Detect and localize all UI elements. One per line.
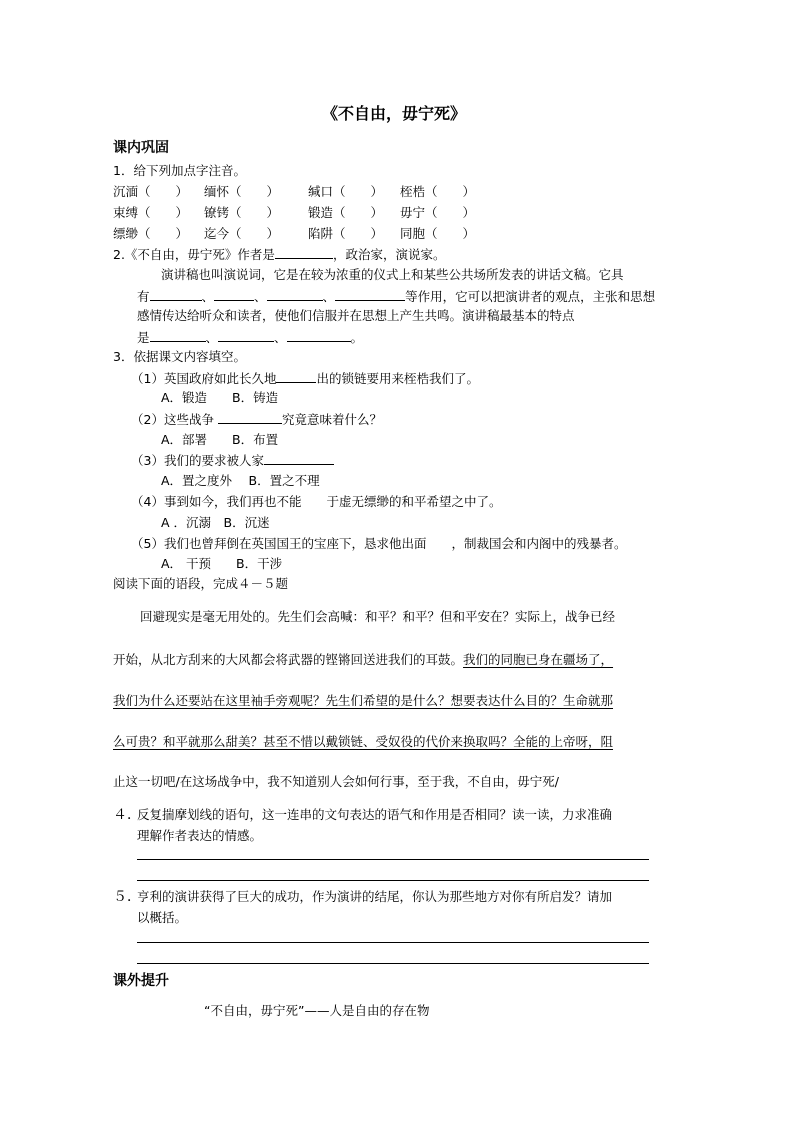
q2-blank[interactable] — [335, 288, 405, 301]
q1-word: 桎梏（ ） — [400, 184, 476, 199]
q1-stem: 1．给下列加点字注音。 — [113, 163, 246, 178]
q2-sep: 、 — [322, 289, 336, 304]
q2-line-3 — [137, 288, 655, 305]
q3-item-5-options: A． 干预 B．干涉 — [161, 556, 283, 571]
q3-blank[interactable] — [264, 452, 334, 465]
section-heading-in-class: 课内巩固 — [113, 140, 169, 156]
q2-author-blank[interactable] — [275, 246, 333, 259]
q3-item-2 — [131, 411, 382, 428]
q2-text: 有 — [137, 289, 150, 304]
q2-blank[interactable] — [150, 329, 206, 342]
q3-item-3 — [131, 452, 334, 469]
q4-line-1: 反复揣摩划线的语句，这一连串的文句表达的语气和作用是否相同？读一读，力求准确 — [137, 807, 613, 822]
q1-word: 缄口（ ） — [308, 184, 384, 199]
q5-line-2: 以概括。 — [137, 910, 188, 925]
passage-line-3: 我们为什么还要站在这里袖手旁观呢？先生们希望的是什么？想要表达什么目的？生命就那 — [113, 693, 614, 708]
q3-item-4: （4）事到如今，我们再也不能 于虚无缥缈的和平希望之中了。 — [131, 494, 502, 509]
q3-item-4-options: A ．沉溺 B．沉迷 — [161, 515, 270, 530]
q2-blank[interactable] — [150, 288, 202, 301]
q5-answer-line[interactable] — [137, 942, 649, 943]
q3-item-5: （5）我们也曾拜倒在英国国王的宝座下，恳求他出面 ，制裁国会和内阁中的残暴者。 — [131, 536, 627, 551]
passage-text: 开始，从北方刮来的大风都会将武器的铿锵回送进我们的耳鼓。 — [113, 652, 464, 667]
section-heading-extracurricular: 课外提升 — [113, 973, 169, 989]
q4-answer-line[interactable] — [137, 880, 649, 881]
q2-author-prompt: 2.《不自由，毋宁死》作者是 — [113, 247, 275, 262]
q4-answer-line[interactable] — [137, 859, 649, 860]
page-title: 《不自由，毋宁死》 — [322, 104, 467, 123]
q2-text: 等作用，它可以把演讲者的观点，主张和思想 — [405, 289, 656, 304]
q2-line-4: 感情传达给听众和读者，使他们信服并在思想上产生共鸣。演讲稿最基本的特点 — [137, 308, 575, 323]
q2-line-1 — [113, 246, 445, 263]
q2-sep: 、 — [201, 289, 215, 304]
q2-blank[interactable] — [214, 288, 254, 301]
q2-text: 。 — [350, 330, 364, 345]
q3-stem: 3．依据课文内容填空。 — [113, 349, 246, 364]
q2-author-suffix: ，政治家，演说家。 — [332, 247, 446, 262]
q4-line-2: 理解作者表达的情感。 — [137, 828, 263, 843]
q2-sep: 、 — [205, 330, 219, 345]
q3-item-text: （1）英国政府如此长久地 — [131, 371, 277, 386]
underlined-sentence: 我们的同胞已身在疆场了， — [463, 652, 614, 667]
q1-word: 镣铐（ ） — [204, 205, 280, 220]
q5-answer-line[interactable] — [137, 963, 649, 964]
q1-word: 陷阱（ ） — [308, 226, 384, 241]
q3-item-text: 出的锁链要用来桎梏我们了。 — [316, 371, 479, 386]
q1-word: 缥缈（ ） — [113, 226, 189, 241]
q2-blank[interactable] — [218, 329, 274, 342]
q1-word: 同胞（ ） — [400, 226, 476, 241]
q3-blank[interactable] — [218, 411, 282, 424]
passage-line-1: 回避现实是毫无用处的。先生们会高喊：和平？和平？但和平安在？实际上，战争已经 — [140, 609, 616, 624]
q1-word: 沉湎（ ） — [113, 184, 189, 199]
q3-item-text: （2）这些战争 — [131, 412, 218, 427]
q2-line-2: 演讲稿也叫演说词，它是在较为浓重的仪式上和某些公共场所发表的讲话文稿。它具 — [161, 267, 624, 282]
q3-item-3-options: A．置之度外 B．置之不理 — [161, 473, 320, 488]
passage-line-4 — [113, 734, 613, 750]
q2-text: 是 — [137, 330, 150, 345]
q3-blank[interactable] — [276, 370, 316, 383]
q2-blank[interactable] — [287, 329, 351, 342]
q1-word: 束缚（ ） — [113, 205, 189, 220]
q3-item-2-options: A．部署 B．布置 — [161, 432, 279, 447]
q1-word: 缅怀（ ） — [204, 184, 280, 199]
q3-item-1-options: A．锻造 B．铸造 — [161, 390, 279, 405]
q2-sep: 、 — [254, 289, 267, 304]
extra-reading-title: “不自由，毋宁死”——人是自由的存在物 — [204, 1003, 430, 1018]
q2-line-5 — [137, 329, 363, 346]
q1-word: 迄今（ ） — [204, 226, 280, 241]
q3-item-text: 究竟意味着什么？ — [281, 412, 382, 427]
q4-number: ４． — [113, 807, 141, 823]
passage-line-5: 止这一切吧/在这场战争中，我不知道别人会如何行事，至于我，不自由，毋宁死/ — [113, 774, 559, 789]
q2-sep: 、 — [274, 330, 287, 345]
q3-item-1 — [131, 370, 479, 387]
q1-word: 毋宁（ ） — [400, 205, 476, 220]
underlined-sentence: 么可贵？和平就那么甜美？甚至不惜以戴锁链、受奴役的代价来换取吗？全能的上帝呀，阻 — [113, 734, 614, 749]
q5-number: ５． — [113, 889, 141, 905]
q3-item-text: （3）我们的要求被人家 — [131, 453, 264, 468]
q1-word: 锻造（ ） — [308, 205, 384, 220]
q2-blank[interactable] — [267, 288, 323, 301]
q5-line-1: 亨利的演讲获得了巨大的成功，作为演讲的结尾，你认为那些地方对你有所启发？请加 — [137, 889, 613, 904]
passage-line-2 — [113, 652, 613, 668]
reading-intro: 阅读下面的语段，完成４－５题 — [113, 576, 289, 591]
